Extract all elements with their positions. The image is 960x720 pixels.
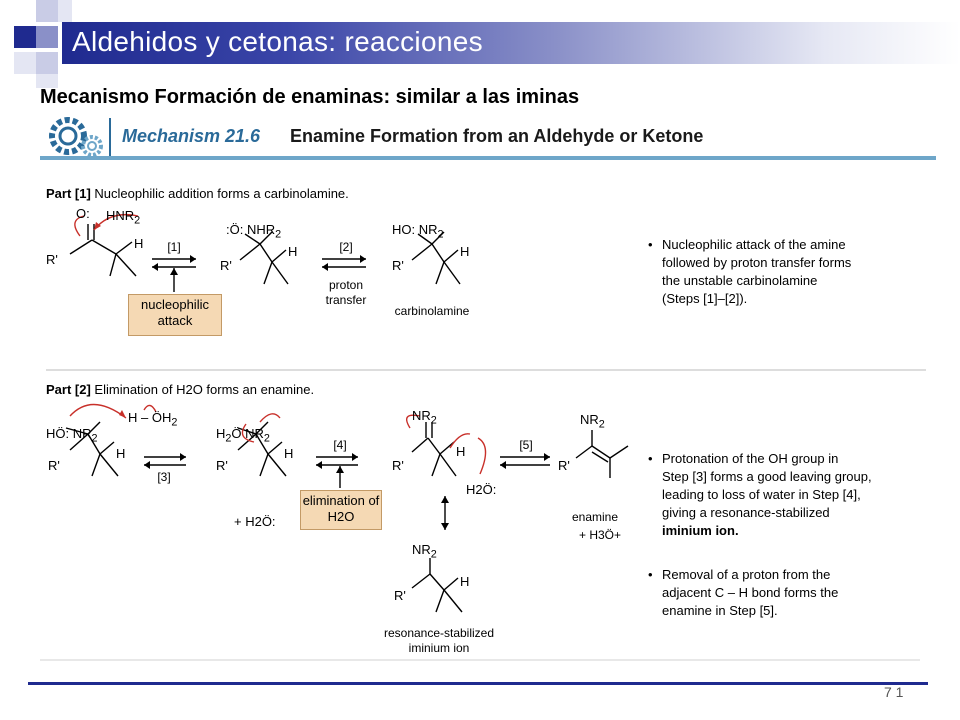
enamine-byproduct: + H3Ö+ <box>578 528 622 542</box>
chem-label: H <box>456 444 466 459</box>
chem-label: HÖ: $NR_2$ <box>46 426 98 445</box>
chem-label: $NR_2$ <box>580 412 605 431</box>
chem-label: O: <box>76 206 90 221</box>
step4-label: [4] <box>333 438 347 452</box>
chem-label: H <box>284 446 294 461</box>
part2-heading <box>46 382 314 397</box>
bullet-line: Removal of a proton from the <box>662 567 831 582</box>
slide-subtitle: Mecanismo Formación de enaminas: similar a las iminas <box>40 86 580 108</box>
chem-label: $HNR_2$ <box>106 208 141 227</box>
bullet-dot: • <box>648 567 653 582</box>
bullet-line: giving a resonance-stabilized <box>662 505 830 520</box>
bullet-dot: • <box>648 237 653 252</box>
chem-label: R' <box>46 252 58 267</box>
resonance-label: resonance-stabilized iminium ion <box>383 626 495 655</box>
step3-label: [3] <box>157 470 171 484</box>
step5-label: [5] <box>519 438 533 452</box>
enamine-label: enamine <box>571 510 619 524</box>
chem-label: $NR_2$ <box>412 542 437 561</box>
part1-label: Part [1] <box>46 186 91 201</box>
proton-transfer-label: proton transfer <box>325 278 367 307</box>
part1-description: Nucleophilic addition forms a carbinolamine. <box>94 186 349 201</box>
bullet-dot: • <box>648 451 653 466</box>
mechanism-figure <box>40 112 936 668</box>
chem-label: R' <box>392 258 404 273</box>
chem-label: H <box>288 244 298 259</box>
mechanism-number: Mechanism 21.6 <box>122 126 261 146</box>
bullet-line: Step [3] forms a good leaving group, <box>662 469 872 484</box>
mechanism-title: Enamine Formation from an Aldehyde or Ketone <box>290 126 704 146</box>
bullet-line: enamine in Step [5]. <box>662 603 778 618</box>
chem-label: HO: $NR_2$ <box>392 222 444 241</box>
chem-label: R' <box>216 458 228 473</box>
bullet-line: leading to loss of water in Step [4], <box>662 487 861 502</box>
bullet-line: the unstable carbinolamine <box>662 273 818 288</box>
nucleophilic-attack-box: nucleophilic attack <box>128 294 222 336</box>
bullet-line: iminium ion. <box>662 523 739 538</box>
chem-label: :Ö: $NHR_2$ <box>226 222 282 241</box>
step2-label: [2] <box>339 240 353 254</box>
part2-label: Part [2] <box>46 382 91 397</box>
chem-label: $NR_2$ <box>412 408 437 427</box>
bullet-line: Protonation of the OH group in <box>662 451 839 466</box>
water-base: H2Ö: <box>466 482 497 497</box>
elimination-box: elimination of H2O <box>300 490 382 530</box>
deco-square <box>36 0 58 22</box>
chem-label: H <box>134 236 144 251</box>
step1-label: [1] <box>167 240 181 254</box>
bullet-line: (Steps [1]–[2]). <box>662 291 748 306</box>
carbinolamine-label: carbinolamine <box>394 304 470 318</box>
bullet-line: Nucleophilic attack of the amine <box>662 237 846 252</box>
chem-label: R' <box>48 458 60 473</box>
water-byproduct: + H2Ö: <box>234 514 276 529</box>
chem-label: H <box>460 244 470 259</box>
chem-label: H <box>116 446 126 461</box>
deco-square <box>36 26 58 48</box>
deco-square <box>14 26 36 48</box>
chem-label: R' <box>220 258 232 273</box>
chem-label: H <box>460 574 470 589</box>
bullet-line: followed by proton transfer forms <box>662 255 852 270</box>
bullet-line: adjacent C – H bond forms the <box>662 585 839 600</box>
chem-label: R' <box>394 588 406 603</box>
part2-description: Elimination of H2O forms an enamine. <box>94 382 315 397</box>
deco-square <box>36 52 58 74</box>
chem-label: R' <box>558 458 570 473</box>
deco-square <box>14 52 36 74</box>
page-number: 7 1 <box>884 684 904 700</box>
deco-square <box>58 0 72 22</box>
chem-label: R' <box>392 458 404 473</box>
chem-label: $H_2Ö$ $NR_2$ <box>216 426 270 445</box>
slide-title: Aldehidos y cetonas: reacciones <box>72 26 483 57</box>
footer-rule <box>28 682 928 685</box>
chem-label: H – $ÖH_2$ <box>128 410 178 429</box>
